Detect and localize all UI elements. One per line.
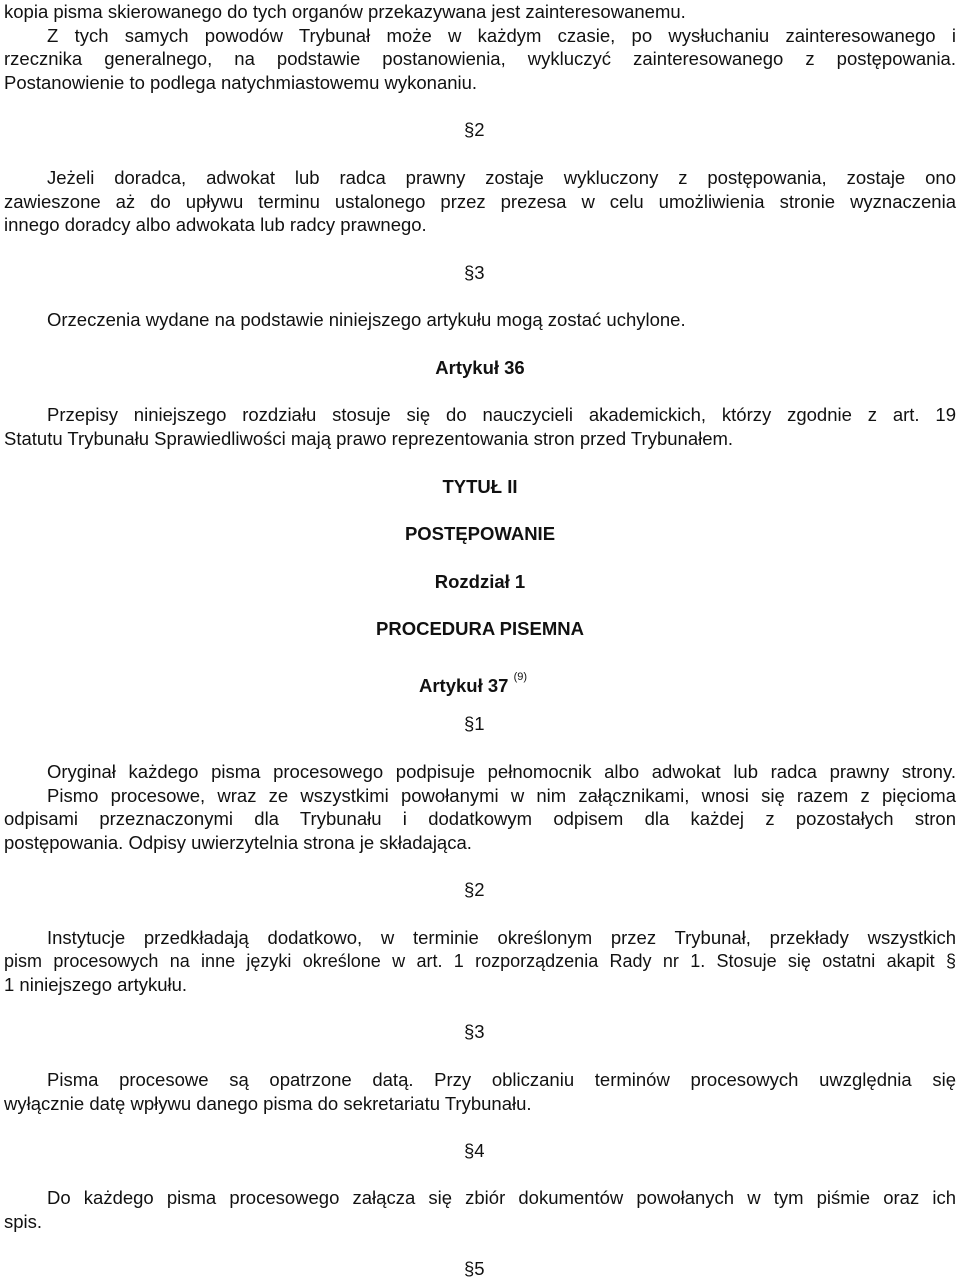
paragraph-line: Przepisy niniejszego rozdziału stosuje się do nauczycieli akademickich, którzy zgodnie z art. 19 xyxy=(47,404,956,425)
section-heading: §4 xyxy=(464,1140,485,1161)
paragraph-line: Statutu Trybunału Sprawiedliwości mają prawo reprezentowania stron przed Trybunałem. xyxy=(4,428,734,449)
paragraph-line: rzecznika generalnego, na podstawie postanowienia, wykluczyć zainteresowanego z postępowania. xyxy=(4,48,956,69)
paragraph-line: odpisami przeznaczonymi dla Trybunału i dodatkowym odpisem dla każdej z pozostałych stron xyxy=(4,808,956,829)
title-heading: TYTUŁ II xyxy=(442,476,518,497)
paragraph-line: 1 niniejszego artykułu. xyxy=(4,974,188,995)
paragraph-line: Oryginał każdego pisma procesowego podpisuje pełnomocnik albo adwokat lub radca prawny strony. xyxy=(47,761,956,782)
paragraph-line: wyłącznie datę wpływu danego pisma do sekretariatu Trybunału. xyxy=(4,1093,532,1114)
paragraph-line: Pisma procesowe są opatrzone datą. Przy obliczaniu terminów procesowych uwzględnia się xyxy=(47,1069,956,1090)
paragraph-line: Z tych samych powodów Trybunał może w każdym czasie, po wysłuchaniu zainteresowanego i xyxy=(47,25,956,46)
paragraph-line: spis. xyxy=(4,1211,43,1232)
paragraph-line: postępowania. Odpisy uwierzytelnia strona je składająca. xyxy=(4,832,472,853)
paragraph-line: Pismo procesowe, wraz ze wszystkimi powołanymi w nim załącznikami, wnosi się razem z pięcioma xyxy=(47,785,956,806)
chapter-name: PROCEDURA PISEMNA xyxy=(376,618,584,639)
article-heading: Artykuł 36 xyxy=(435,357,525,378)
paragraph-line: innego doradcy albo adwokata lub radcy prawnego. xyxy=(4,214,427,235)
section-heading: §3 xyxy=(464,262,485,283)
chapter-heading: Rozdział 1 xyxy=(434,571,526,592)
section-heading: §3 xyxy=(464,1021,485,1042)
paragraph-line: Jeżeli doradca, adwokat lub radca prawny zostaje wykluczony z postępowania, zostaje ono xyxy=(47,167,956,188)
paragraph-line: Orzeczenia wydane na podstawie niniejszego artykułu mogą zostać uchylone. xyxy=(47,309,686,330)
section-heading: §2 xyxy=(464,879,485,900)
article-title: Artykuł 37 xyxy=(419,675,509,696)
paragraph-line: pism procesowych na inne języki określone w art. 1 rozporządzenia Rady nr 1. Stosuje się ostatni akapit § xyxy=(4,951,956,971)
section-heading: §2 xyxy=(464,119,485,140)
section-heading: §1 xyxy=(464,713,485,734)
paragraph-line: Do każdego pisma procesowego załącza się zbiór dokumentów powołanych w tym piśmie oraz ich xyxy=(47,1187,956,1208)
paragraph-line: kopia pisma skierowanego do tych organów przekazywana jest zainteresowanemu. xyxy=(4,1,686,22)
footnote-marker: (9) xyxy=(513,671,528,683)
paragraph-line: Postanowienie to podlega natychmiastowemu wykonaniu. xyxy=(4,72,478,93)
section-heading: §5 xyxy=(464,1258,485,1279)
paragraph-line: Instytucje przedkładają dodatkowo, w terminie określonym przez Trybunał, przekłady wszystkich xyxy=(47,927,956,948)
title-name: POSTĘPOWANIE xyxy=(404,523,556,544)
paragraph-line: zawieszone aż do upływu terminu ustalonego przez prezesa w celu umożliwienia stronie wyznaczenia xyxy=(4,191,956,212)
article-heading xyxy=(419,665,528,696)
